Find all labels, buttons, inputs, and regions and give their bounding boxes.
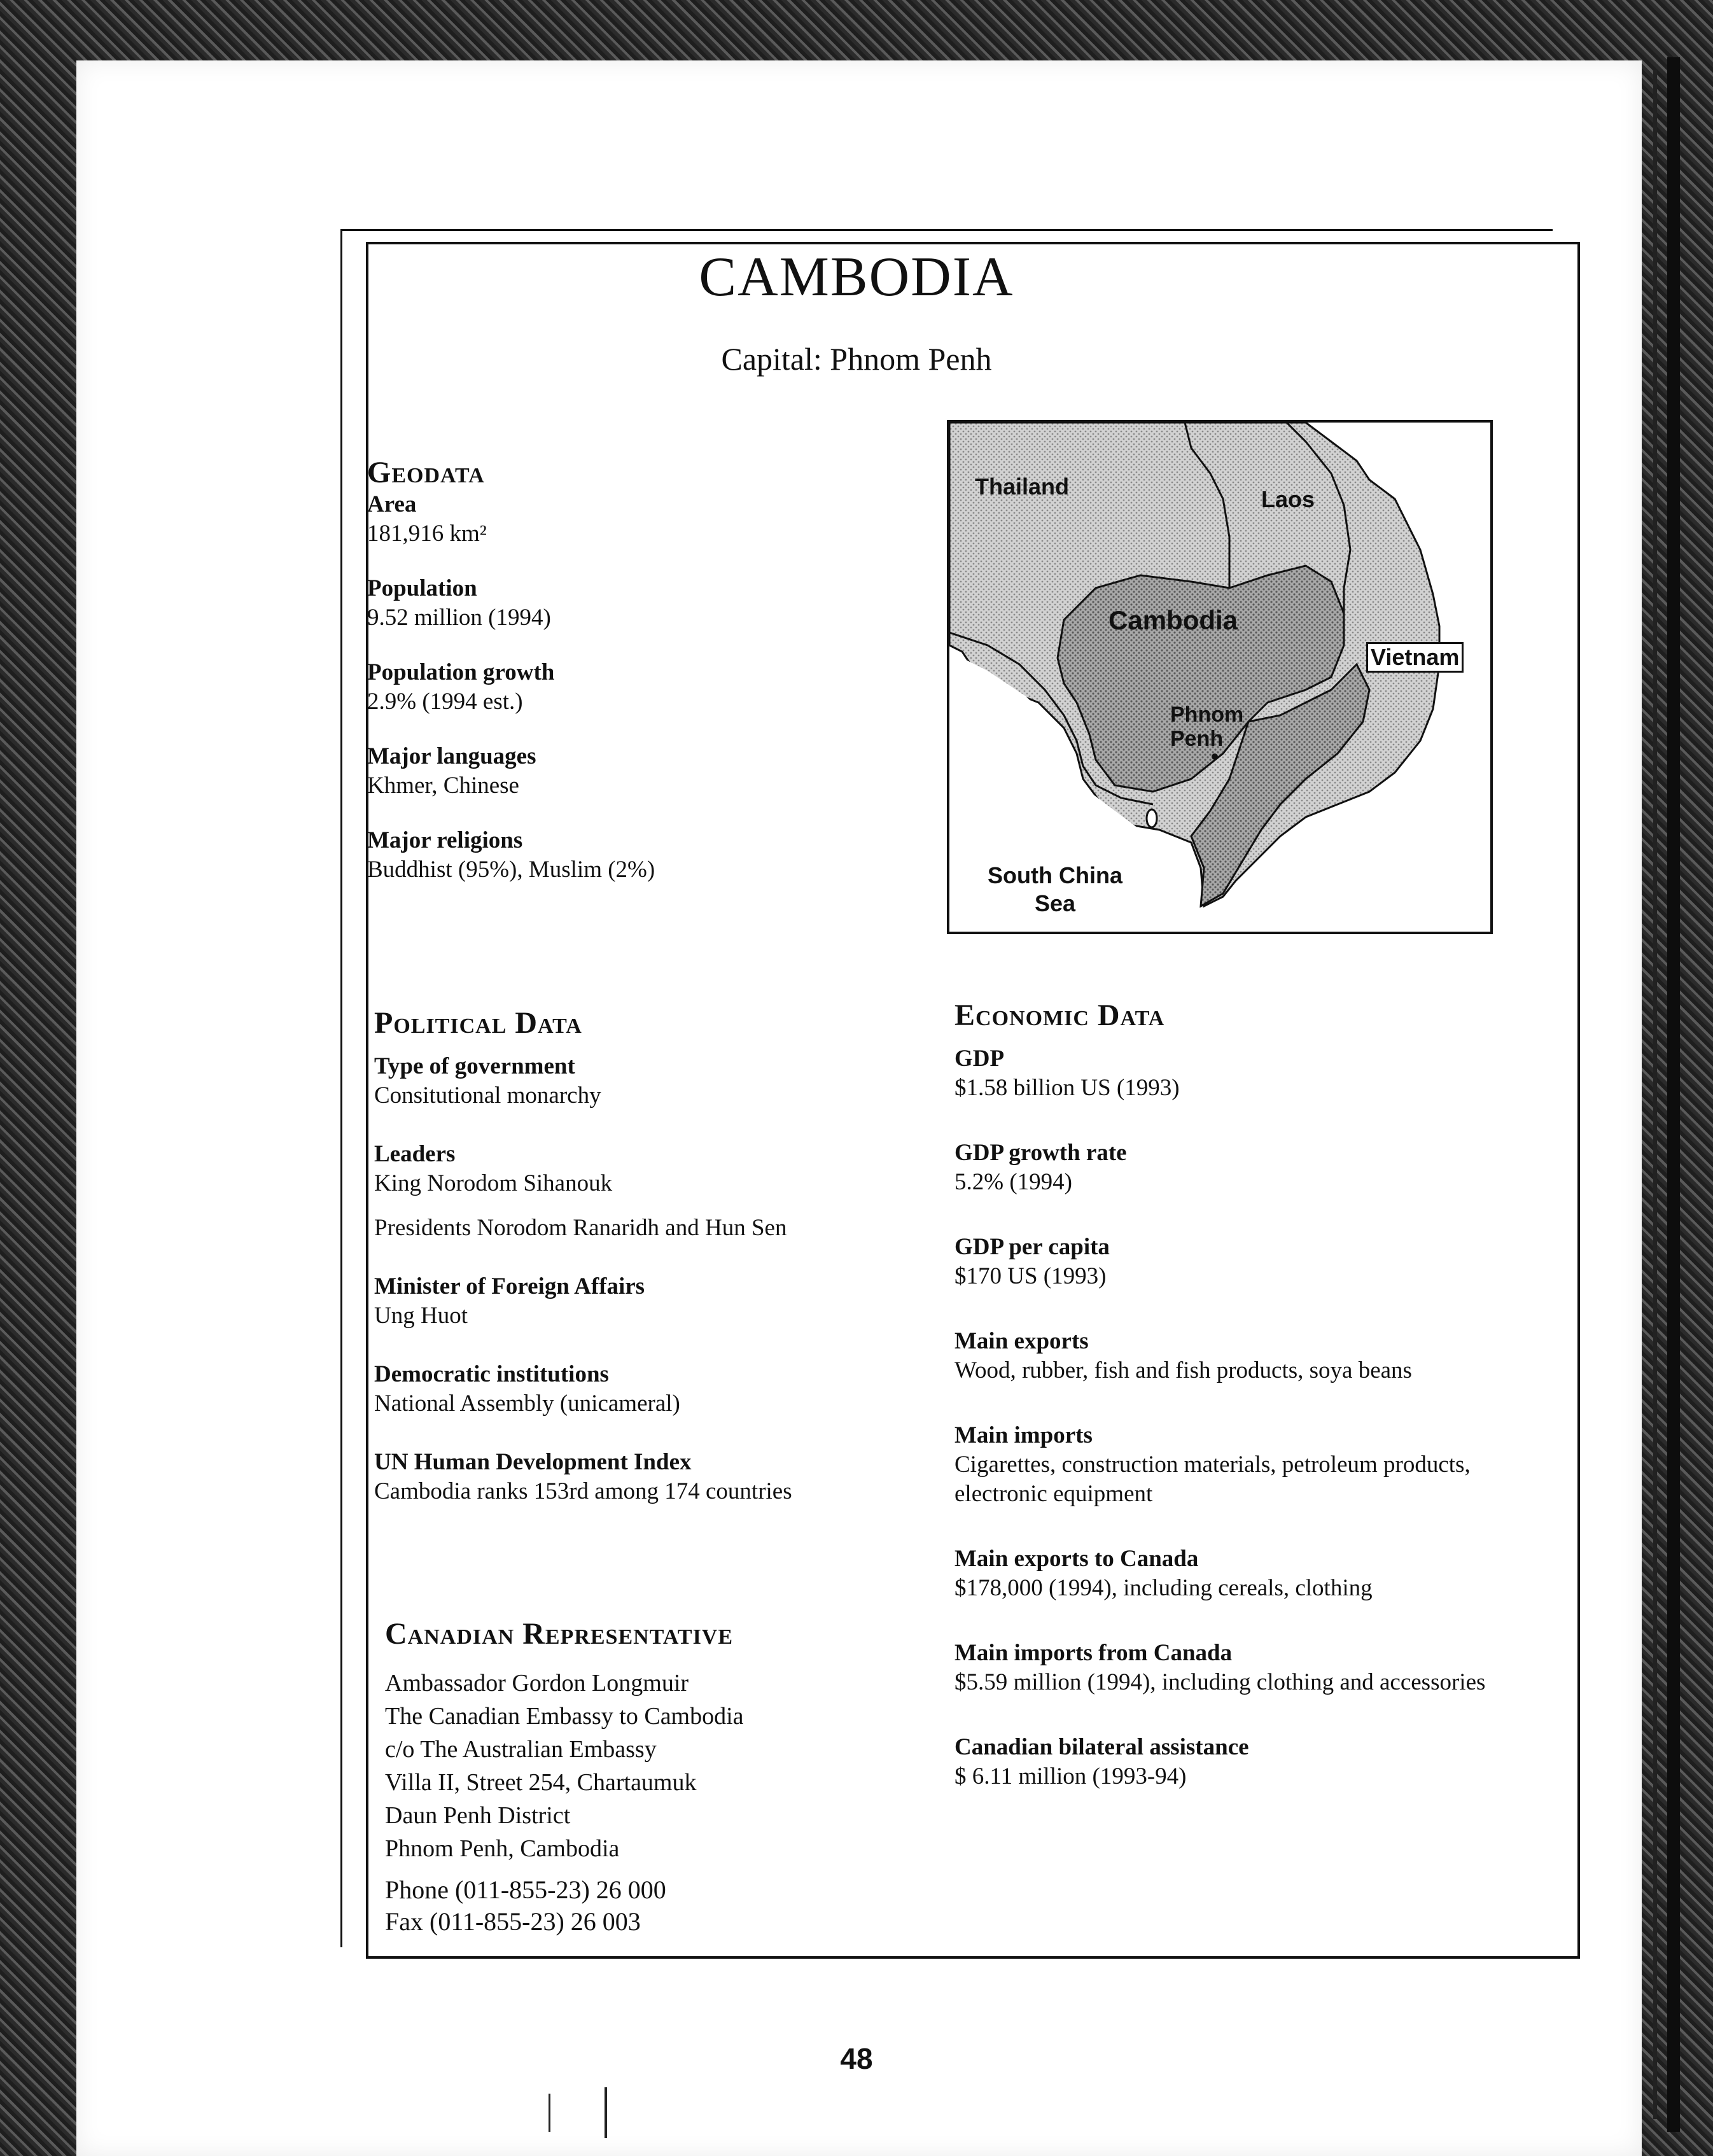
capital-subtitle: Capital: Phnom Penh xyxy=(721,341,992,377)
field-label: Main imports from Canada xyxy=(954,1640,1233,1666)
field-label: GDP per capita xyxy=(954,1234,1110,1260)
field-label: Area xyxy=(367,491,417,517)
island xyxy=(1147,809,1157,827)
field-value: Wood, rubber, fish and fish products, soya beans xyxy=(954,1357,1412,1383)
field-value: 181,916 km² xyxy=(367,521,487,547)
field-value: $170 US (1993) xyxy=(954,1263,1107,1289)
field-value: $5.59 million (1994), including clothing and accessories xyxy=(954,1669,1486,1695)
address-line: Phnom Penh, Cambodia xyxy=(385,1835,620,1862)
field-label: Canadian bilateral assistance xyxy=(954,1734,1249,1760)
field-value: $1.58 billion US (1993) xyxy=(954,1075,1180,1101)
field-label: Leaders xyxy=(374,1141,456,1167)
map-label-thailand: Thailand xyxy=(975,473,1070,500)
canadian-representative-section xyxy=(385,1616,970,1938)
field-label: Major languages xyxy=(367,743,536,769)
field-label: GDP xyxy=(954,1046,1005,1072)
field-label: UN Human Development Index xyxy=(374,1449,692,1475)
economic-field-gdp xyxy=(954,1044,1559,1103)
political-field-leaders xyxy=(374,1140,960,1243)
geodata-field-religions xyxy=(367,826,914,885)
economic-field-imports-from-canada xyxy=(954,1639,1559,1697)
economic-field-gdp-growth xyxy=(954,1138,1559,1197)
frame-shadow-top xyxy=(340,229,1553,231)
political-field-institutions xyxy=(374,1360,960,1418)
phone-number: Phone (011-855-23) 26 000 xyxy=(385,1875,666,1904)
address-line: Villa II, Street 254, Chartaumuk xyxy=(385,1769,697,1796)
geodata-field-area xyxy=(367,490,914,549)
economic-section xyxy=(954,998,1559,1827)
field-label: Minister of Foreign Affairs xyxy=(374,1273,645,1299)
geodata-field-population-growth xyxy=(367,658,914,717)
scan-artifact xyxy=(605,2087,607,2138)
economic-field-main-imports xyxy=(954,1421,1559,1509)
contact-block xyxy=(385,1874,970,1938)
phnom-penh-dot xyxy=(1212,753,1218,760)
field-value: Cigarettes, construction materials, petroleum products, electronic equipment xyxy=(954,1452,1471,1507)
address-line: Daun Penh District xyxy=(385,1802,571,1829)
field-value: Cambodia ranks 153rd among 174 countries xyxy=(374,1478,792,1504)
field-value: Presidents Norodom Ranaridh and Hun Sen xyxy=(374,1215,787,1241)
canadian-heading: Canadian Representative xyxy=(385,1617,734,1651)
field-value: Consitutional monarchy xyxy=(374,1082,601,1109)
geodata-field-languages xyxy=(367,742,914,801)
map-label-south-china-sea: South China Sea xyxy=(988,862,1122,916)
field-label: Major religions xyxy=(367,827,523,853)
field-label: Population growth xyxy=(367,659,555,685)
field-label: Main exports xyxy=(954,1328,1089,1354)
page-title: CAMBODIA xyxy=(699,246,1014,308)
geodata-field-population xyxy=(367,574,914,633)
address-line: c/o The Australian Embassy xyxy=(385,1736,657,1763)
field-label: Population xyxy=(367,575,477,601)
address-line: Ambassador Gordon Longmuir xyxy=(385,1670,689,1697)
political-section xyxy=(374,1005,960,1536)
field-label: Type of government xyxy=(374,1053,575,1079)
political-field-foreign-minister xyxy=(374,1272,960,1331)
binding-edge-inner xyxy=(1653,70,1657,2119)
geodata-section xyxy=(367,455,914,910)
field-value: Ung Huot xyxy=(374,1303,468,1329)
fax-number: Fax (011-855-23) 26 003 xyxy=(385,1907,641,1936)
political-field-government xyxy=(374,1052,960,1110)
field-value: $ 6.11 million (1993-94) xyxy=(954,1763,1187,1789)
field-value: 2.9% (1994 est.) xyxy=(367,689,523,715)
field-label: Main exports to Canada xyxy=(954,1546,1199,1572)
field-value: Buddhist (95%), Muslim (2%) xyxy=(367,857,655,883)
economic-field-bilateral-assistance xyxy=(954,1733,1559,1791)
political-heading: Political Data xyxy=(374,1006,582,1040)
field-value: Khmer, Chinese xyxy=(367,773,519,799)
field-value: 9.52 million (1994) xyxy=(367,605,551,631)
economic-field-main-exports xyxy=(954,1327,1559,1385)
economic-field-exports-to-canada xyxy=(954,1544,1559,1603)
field-label: GDP growth rate xyxy=(954,1140,1127,1166)
cambodia-map xyxy=(947,420,1493,934)
scan-artifact xyxy=(549,2094,550,2132)
page-number: 48 xyxy=(840,2042,873,2075)
map-label-cambodia: Cambodia xyxy=(1108,605,1238,635)
field-value: National Assembly (unicameral) xyxy=(374,1390,680,1417)
map-label-vietnam: Vietnam xyxy=(1366,642,1464,673)
political-field-hdi xyxy=(374,1448,960,1506)
field-value: 5.2% (1994) xyxy=(954,1169,1072,1195)
economic-field-gdp-per-capita xyxy=(954,1233,1559,1291)
field-label: Democratic institutions xyxy=(374,1361,609,1387)
field-label: Main imports xyxy=(954,1422,1093,1448)
map-label-phnom-penh: Phnom Penh xyxy=(1170,703,1244,751)
frame-shadow-left xyxy=(340,229,342,1947)
geodata-heading: Geodata xyxy=(367,456,485,489)
field-value: $178,000 (1994), including cereals, clothing xyxy=(954,1575,1373,1601)
economic-heading: Economic Data xyxy=(954,998,1165,1032)
map-label-laos: Laos xyxy=(1261,486,1315,512)
field-value: King Norodom Sihanouk xyxy=(374,1170,613,1196)
address-line: The Canadian Embassy to Cambodia xyxy=(385,1703,744,1730)
